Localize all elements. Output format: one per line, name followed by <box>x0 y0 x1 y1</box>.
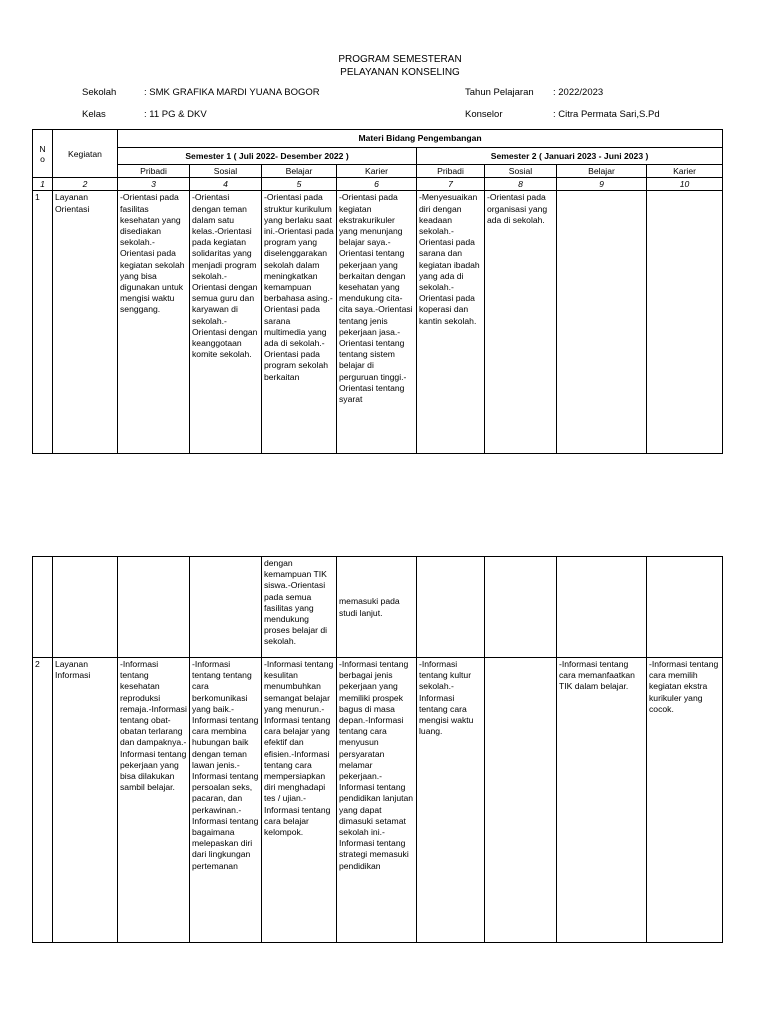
index-cell: 6 <box>337 178 417 191</box>
s2-belajar-cell: -Informasi tentang cara memanfaatkan TIK dalam belajar. <box>557 658 647 943</box>
subheader-s1-karier: Karier <box>337 165 417 178</box>
kegiatan-cell: Layanan Orientasi <box>53 191 118 454</box>
program-table-page2 <box>32 556 723 943</box>
s2-belajar-cell <box>557 191 647 454</box>
sekolah-label: Sekolah <box>82 87 117 98</box>
table-row <box>33 557 723 658</box>
semester1-header: Semester 1 ( Juli 2022- Desember 2022 ) <box>118 148 417 165</box>
index-cell: 7 <box>417 178 485 191</box>
index-cell: 4 <box>190 178 262 191</box>
index-cell: 2 <box>53 178 118 191</box>
subheader-s2-karier: Karier <box>647 165 723 178</box>
semester2-header: Semester 2 ( Januari 2023 - Juni 2023 ) <box>417 148 723 165</box>
row-number: 1 <box>33 191 53 454</box>
index-cell: 3 <box>118 178 190 191</box>
s2-karier-cell: -Informasi tentang cara memilih kegiatan ekstra kurikuler yang cocok. <box>647 658 723 943</box>
s1-belajar-cell: dengan kemampuan TIK siswa.-Orientasi pada semua fasilitas yang mendukung proses belajar di sekolah. <box>262 557 337 658</box>
tahun-pelajaran-label: Tahun Pelajaran <box>465 87 534 98</box>
sekolah-value: : SMK GRAFIKA MARDI YUANA BOGOR <box>144 87 320 98</box>
table-row <box>33 191 723 454</box>
konselor-label: Konselor <box>465 109 503 120</box>
s1-karier-cell: memasuki pada studi lanjut. <box>337 557 417 658</box>
kelas-label: Kelas <box>82 109 106 120</box>
s2-sosial-cell <box>485 658 557 943</box>
subheader-s1-sosial: Sosial <box>190 165 262 178</box>
s1-pribadi-cell: -Orientasi pada fasilitas kesehatan yang disediakan sekolah.-Orientasi pada kegiatan sekolah yang bisa digunakan untuk mengisi waktu senggang. <box>118 191 190 454</box>
s2-karier-cell <box>647 191 723 454</box>
s2-sosial-cell: -Orientasi pada organisasi yang ada di sekolah. <box>485 191 557 454</box>
kegiatan-cell: Layanan Informasi <box>53 658 118 943</box>
kegiatan-header: Kegiatan <box>53 130 118 178</box>
s1-karier-cell: -Orientasi pada kegiatan ekstrakurikuler yang menunjang belajar saya.-Orientasi tentang pekerjaan yang berkaitan dengan kesehatan yang mendukung cita-cita saya.-Orientasi tentang jenis pekerjaan jasa.-Orientasi tentang tentang sistem belajar di perguruan tinggi.-Orientasi tentang syarat <box>337 191 417 454</box>
no-header: N o <box>33 130 53 178</box>
index-cell: 9 <box>557 178 647 191</box>
s1-karier-cell: -Informasi tentang berbagai jenis pekerjaan yang memiliki prospek bagus di masa depan.-Informasi tentang cara menyusun persyaratan melamar pekerjaan.-Informasi tentang pendidikan lanjutan yang dapat dimasuki setamat sekolah ini.-Informasi tentang strategi memasuki pendidikan <box>337 658 417 943</box>
s1-belajar-cell: -Informasi tentang kesulitan menumbuhkan semangat belajar yang menurun.-Informasi tentang cara belajar yang efektif dan efisien.-Informasi tentang cara mempersiapkan diri menghadapi tes / ujian.-Informasi tentang cara belajar kelompok. <box>262 658 337 943</box>
s1-belajar-cell: -Orientasi pada struktur kurikulum yang berlaku saat ini.-Orientasi pada program yang diselenggarakan sekolah dalam meningkatkan kemampuan berbahasa asing.-Orientasi pada sarana multimedia yang ada di sekolah.-Orientasi pada program sekolah berkaitan <box>262 191 337 454</box>
row-number: 2 <box>33 658 53 943</box>
index-cell: 10 <box>647 178 723 191</box>
subheader-s1-belajar: Belajar <box>262 165 337 178</box>
s2-pribadi-cell: -Menyesuaikan diri dengan keadaan sekolah.-Orientasi pada sarana dan kegiatan ibadah yang ada di sekolah.-Orientasi pada koperasi dan kantin sekolah. <box>417 191 485 454</box>
subheader-s2-pribadi: Pribadi <box>417 165 485 178</box>
kelas-value: : 11 PG & DKV <box>144 109 207 120</box>
table-row <box>33 658 723 943</box>
subheader-s2-sosial: Sosial <box>485 165 557 178</box>
document-title: PROGRAM SEMESTERAN <box>338 54 462 65</box>
index-cell: 5 <box>262 178 337 191</box>
konselor-value: : Citra Permata Sari,S.Pd <box>553 109 660 120</box>
tahun-pelajaran-value: : 2022/2023 <box>553 87 604 98</box>
s1-sosial-cell: -Orientasi dengan teman dalam satu kelas.-Orientasi pada kegiatan solidaritas yang menjadi program sekolah.-Orientasi dengan semua guru dan karyawan di sekolah.-Orientasi dengan keanggotaan komite sekolah. <box>190 191 262 454</box>
subheader-s1-pribadi: Pribadi <box>118 165 190 178</box>
index-cell: 8 <box>485 178 557 191</box>
s1-pribadi-cell: -Informasi tentang kesehatan reproduksi remaja.-Informasi tentang obat-obatan terlarang dan dampaknya.-Informasi tentang pekerjaan yang bisa dilakukan sambil belajar. <box>118 658 190 943</box>
program-table-page1 <box>32 129 723 454</box>
materi-header: Materi Bidang Pengembangan <box>118 130 723 148</box>
subheader-s2-belajar: Belajar <box>557 165 647 178</box>
s1-sosial-cell: -Informasi tentang tentang cara berkomunikasi yang baik.-Informasi tentang cara membina hubungan baik dengan teman lawan jenis.-Informasi tentang persoalan seks, pacaran, dan perkawinan.-Informasi tentang bagaimana melepaskan diri dari lingkungan pertemanan <box>190 658 262 943</box>
s2-pribadi-cell: -Informasi tentang kultur sekolah.-Informasi tentang cara mengisi waktu luang. <box>417 658 485 943</box>
index-cell: 1 <box>33 178 53 191</box>
document-subtitle: PELAYANAN KONSELING <box>340 67 460 78</box>
